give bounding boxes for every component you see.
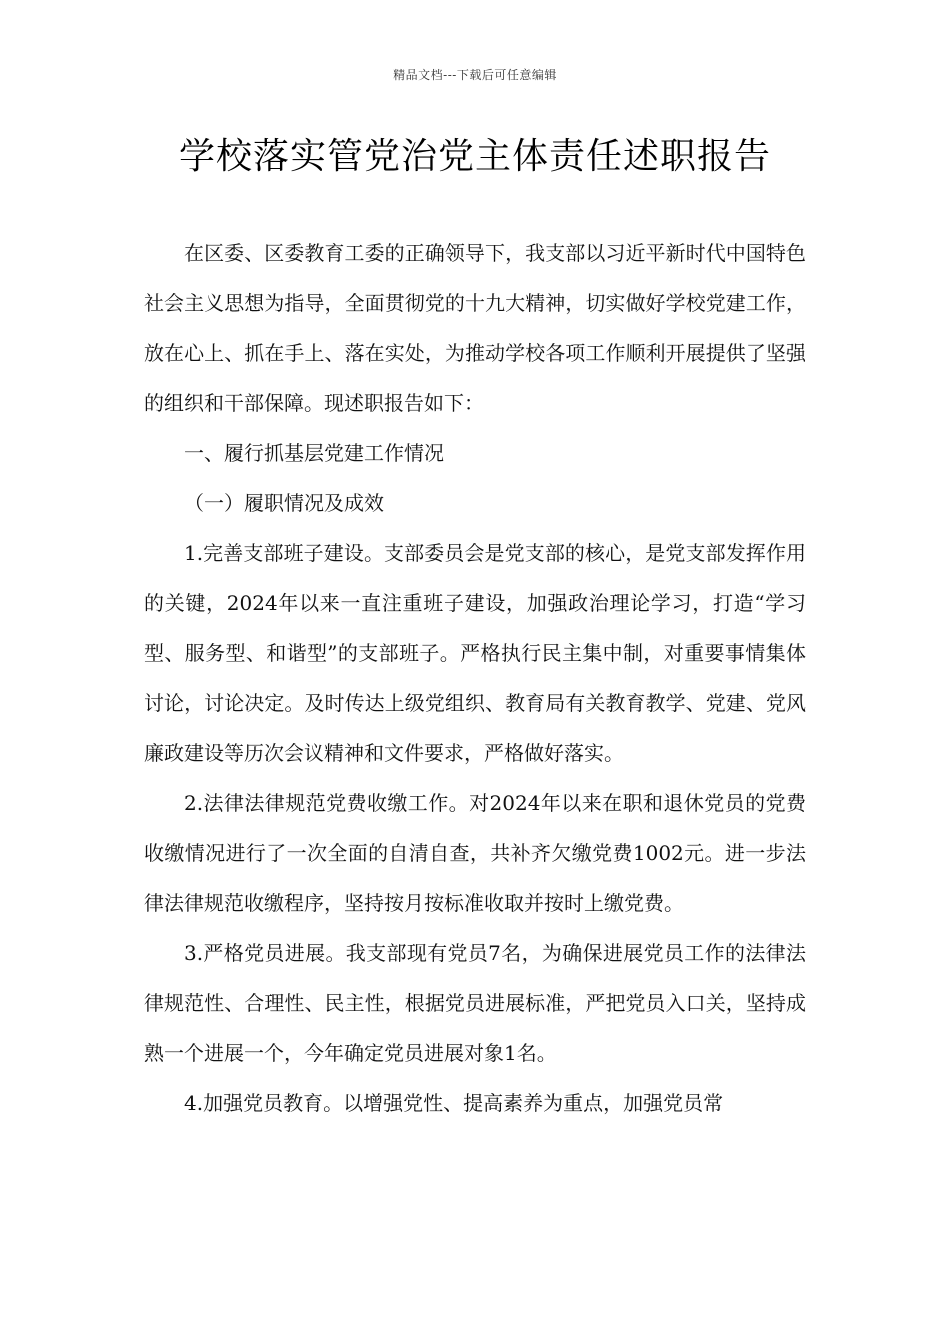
document-title: 学校落实管党治党主体责任述职报告 xyxy=(178,136,771,177)
paragraph-item-1: 1.完善支部班子建设。支部委员会是党支部的核心，是党支部发挥作用的关键，2024年以来一直注重班子建设，加强政治理论学习，打造“学习型、服务型、和谐型”的支部班子。严格执行民主集中制，对重要事情集体讨论，讨论决定。及时传达上级党组织、教育局有关教育教学、党建、党风廉政建设等历次会议精神和文件要求，严格做好落实。 xyxy=(144,541,806,765)
paragraph-item-4: 4.加强党员教育。以增强党性、提高素养为重点，加强党员常 xyxy=(184,1091,724,1115)
paragraph-intro: 在区委、区委教育工委的正确领导下，我支部以习近平新时代中国特色社会主义思想为指导，全面贯彻党的十九大精神，切实做好学校党建工作，放在心上、抓在手上、落在实处，为推动学校各项工作顺利开展提供了坚强的组织和干部保障。现述职报告如下： xyxy=(144,241,806,415)
header-note: 精品文档---下载后可任意编辑 xyxy=(393,68,557,82)
paragraph-item-3: 3.严格党员进展。我支部现有党员7名，为确保进展党员工作的法律法律规范性、合理性、民主性，根据党员进展标准，严把党员入口关，坚持成熟一个进展一个，今年确定党员进展对象1名。 xyxy=(144,941,806,1065)
paragraph-item-2: 2.法律法律规范党费收缴工作。对2024年以来在职和退休党员的党费收缴情况进行了一次全面的自清自查，共补齐欠缴党费1002元。进一步法律法律规范收缴程序，坚持按月按标准收取并按时上缴党费。 xyxy=(144,791,806,915)
section-heading-1: 一、履行抓基层党建工作情况 xyxy=(184,441,444,465)
document-body xyxy=(144,228,806,1128)
subsection-heading-1: （一）履职情况及成效 xyxy=(184,491,384,515)
